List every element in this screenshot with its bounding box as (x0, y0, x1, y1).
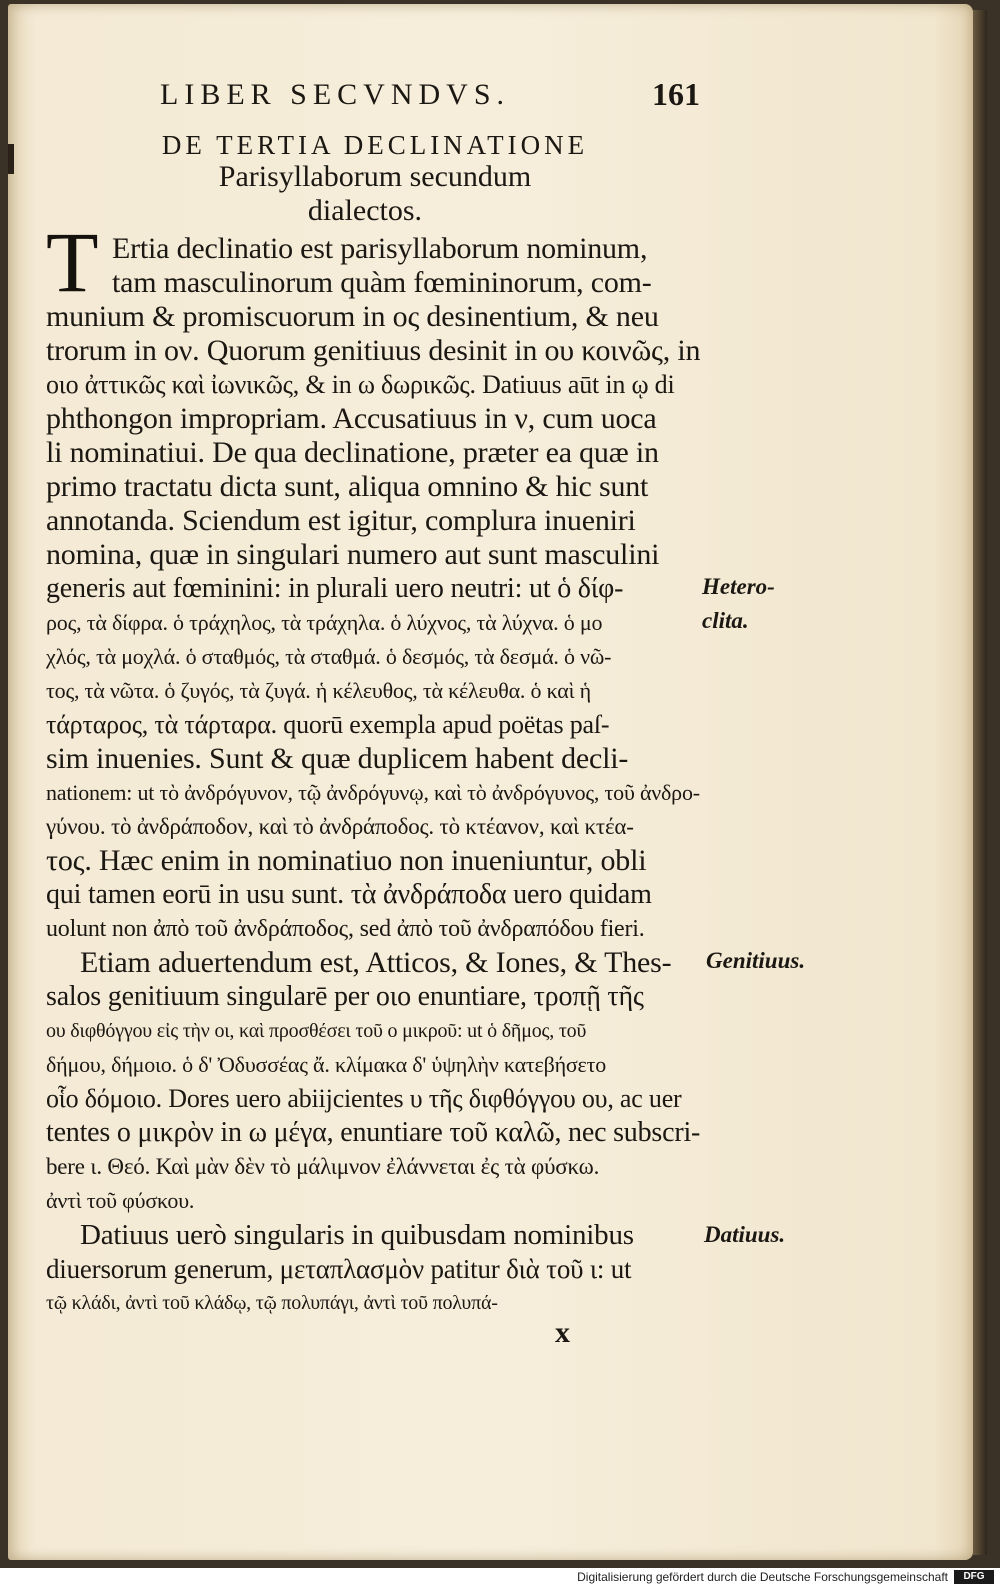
body-line: qui tamen eorū in usu sunt. τὰ ἀνδράποδα uero quidam (46, 879, 652, 910)
funding-credit: Digitalisierung gefördert durch die Deutsche Forschungsgemeinschaft (577, 1570, 948, 1584)
body-line: nomina, quæ in singulari numero aut sunt masculini (46, 538, 660, 571)
body-line: salos genitiuum singularē per οιο enuntiare, τροπῇ τῆς (46, 981, 644, 1012)
chapter-heading: DE TERTIA DECLINATIONE (161, 130, 589, 160)
body-line: Ertia declinatio est parisyllaborum nominum, (112, 232, 648, 265)
body-line: γύνου. τὸ ἀνδράποδον, καὶ τὸ ἀνδράποδος. τὸ κτέανον, καὶ κτέα- (46, 814, 634, 839)
chapter-subheading: Parisyllaborum secundum (218, 160, 532, 193)
body-line: bere ι. Θεό. Καὶ μὰν δὲν τὸ μάλιμνον ἐλάννεται ἐς τὰ φύσκω. (46, 1154, 600, 1179)
body-line: δήμου, δήμοιο. ὁ δ' Ὀδυσσέας ἄ. κλίμακα δ' ὑψηλὴν κατεβήσετο (46, 1052, 607, 1077)
body-line: li nominatiui. De qua declinatione, præter ea quæ in (46, 436, 659, 469)
body-line: nationem: ut τὸ ἀνδρόγυνον, τῷ ἀνδρόγυνῳ, καὶ τὸ ἀνδρόγυνος, τοῦ ἀνδρο- (46, 780, 700, 805)
body-line: τος. Hæc enim in nominatiuo non inueniuntur, obli (46, 844, 647, 877)
body-line: tam masculinorum quàm fœmininorum, com- (112, 266, 652, 299)
body-line: ου διφθόγγου εἰς τὴν οι, καὶ προσθέσει τοῦ ο μικροῦ: ut ὁ δῆμος, τοῦ (46, 1020, 587, 1042)
dfg-logo: DFG (954, 1570, 994, 1584)
margin-note-datiuus: Datiuus. (704, 1222, 786, 1247)
body-line: sim inuenies. Sunt & quæ duplicem habent decli- (46, 742, 629, 775)
drop-cap: T (46, 214, 99, 310)
body-line: Datiuus uerò singularis in quibusdam nominibus (80, 1219, 634, 1251)
footer-bar (0, 1568, 1000, 1588)
body-line: trorum in ον. Quorum genitiuus desinit in ου κοινῶς, in (46, 334, 701, 367)
body-line: ρος, τὰ δίφρα. ὁ τράχηλος, τὰ τράχηλα. ὁ λύχνος, τὰ λύχνα. ὁ μο (46, 610, 603, 635)
body-line: phthongon impropriam. Accusatiuus in ν, cum uoca (46, 402, 657, 435)
running-title: LIBER SECVNDVS. (160, 78, 511, 111)
body-line: οἷο δόμοιο. Dores uero abiĳcientes υ τῆς διφθόγγου ου, ac uer (46, 1084, 682, 1113)
margin-note-heteroclita-2: clita. (702, 608, 749, 633)
body-line: Etiam aduertendum est, Atticos, & Iones, & Thes- (80, 946, 672, 979)
body-line: tentes ο μικρὸν in ω μέγα, enuntiare τοῦ καλῶ, nec subscri- (46, 1117, 701, 1148)
running-head (160, 78, 700, 118)
body-line: οιο ἀττικῶς καὶ ἰωνικῶς, & in ω δωρικῶς. Datiuus aūt in ῳ di (46, 370, 675, 399)
body-line: munium & promiscuorum in ος desinentium, & neu (46, 300, 659, 333)
signature-mark: x (555, 1316, 570, 1349)
body-line: τῷ κλάδι, ἀντὶ τοῦ κλάδῳ, τῷ πολυπάγι, ἀντὶ τοῦ πολυπά- (46, 1292, 498, 1314)
body-line: uolunt non ἀπὸ τοῦ ἀνδράποδος, sed ἀπὸ τοῦ ἀνδραπόδου fieri. (46, 916, 645, 942)
body-line: ἀντὶ τοῦ φύσκου. (46, 1188, 195, 1213)
body-line: generis aut fœminini: in plurali uero neutri: ut ὁ δίφ- (46, 573, 624, 604)
chapter-subheading-2: dialectos. (307, 194, 423, 227)
body-line: diuersorum generum, μεταπλασμὸν patitur διὰ τοῦ ι: ut (46, 1254, 632, 1284)
body-line: annotanda. Sciendum est igitur, complura inueniri (46, 504, 636, 537)
page-number: 161 (652, 76, 700, 112)
body-line: τος, τὰ νῶτα. ὁ ζυγός, τὰ ζυγά. ἡ κέλευθος, τὰ κέλευθα. ὁ καὶ ἡ (46, 678, 591, 703)
body-line: χλός, τὰ μοχλά. ὁ σταθμός, τὰ σταθμά. ὁ δεσμός, τὰ δεσμά. ὁ νῶ- (46, 644, 612, 669)
margin-note-genitiuus: Genitiuus. (706, 948, 806, 973)
body-line: τάρταρος, τὰ τάρταρα. quorū exempla apud poëtas paſ- (46, 710, 610, 739)
body-line: primo tractatu dicta sunt, aliqua omnino & hic sunt (46, 470, 649, 503)
margin-note-heteroclita: Hetero- (702, 574, 775, 599)
